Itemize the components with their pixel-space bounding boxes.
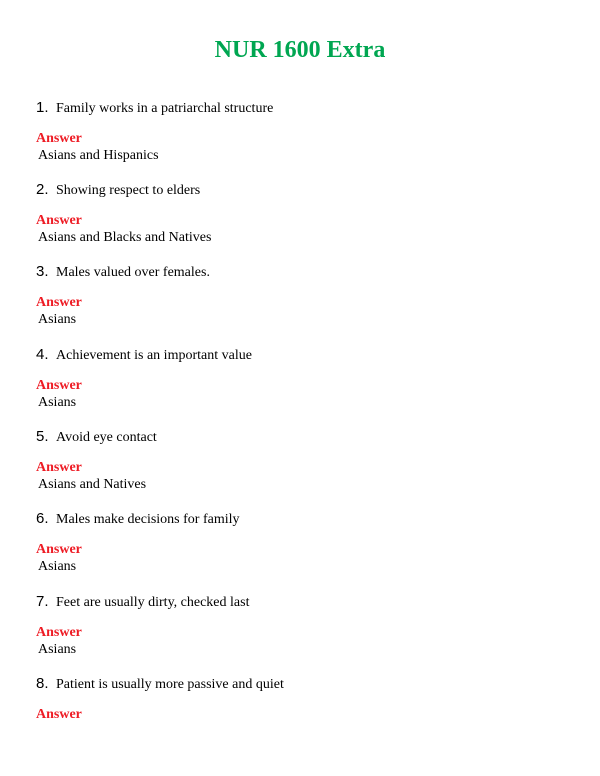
question-number: 3.: [36, 263, 49, 280]
question: [36, 346, 576, 368]
question-text: Males valued over females.: [56, 265, 210, 280]
qa-item-3: [36, 263, 576, 328]
answer-label: Answer: [36, 625, 82, 640]
answer-label: Answer: [36, 213, 82, 228]
question-text: Avoid eye contact: [56, 430, 157, 445]
qa-item-1: [36, 99, 576, 164]
answer-text: Asians: [38, 559, 77, 574]
document-title: NUR 1600 Extra: [214, 37, 386, 63]
qa-item-7: [36, 593, 576, 658]
question-number: 8.: [36, 675, 49, 692]
qa-item-2: [36, 181, 576, 246]
answer-text: Asians and Hispanics: [38, 148, 159, 163]
question: [36, 181, 576, 203]
question-number: 7.: [36, 593, 49, 610]
answer-text: Asians: [38, 395, 77, 410]
answer-label: Answer: [36, 378, 82, 393]
question-text: Males make decisions for family: [56, 512, 240, 527]
question-text: Family works in a patriarchal structure: [56, 101, 274, 116]
question: [36, 675, 576, 697]
question-number: 2.: [36, 181, 49, 198]
qa-item-4: [36, 346, 576, 411]
question: [36, 510, 576, 532]
answer-label: Answer: [36, 460, 82, 475]
qa-item-5: [36, 428, 576, 493]
question-text: Patient is usually more passive and quiet: [56, 677, 284, 692]
question-text: Feet are usually dirty, checked last: [56, 595, 250, 610]
answer-label: Answer: [36, 131, 82, 146]
answer-label: Answer: [36, 542, 82, 557]
question-number: 1.: [36, 99, 49, 116]
question-text: Showing respect to elders: [56, 183, 201, 198]
answer-text: Asians: [38, 312, 77, 327]
question: [36, 263, 576, 285]
answer-text: Asians and Natives: [38, 477, 147, 492]
question-text: Achievement is an important value: [56, 348, 252, 363]
answer-label: Answer: [36, 707, 82, 722]
qa-item-8: [36, 675, 576, 723]
question-number: 6.: [36, 510, 49, 527]
question-number: 4.: [36, 346, 49, 363]
answer-text: Asians and Blacks and Natives: [38, 230, 212, 245]
question: [36, 428, 576, 450]
qa-item-6: [36, 510, 576, 575]
question: [36, 99, 576, 121]
question-number: 5.: [36, 428, 49, 445]
answer-text: Asians: [38, 642, 77, 657]
answer-label: Answer: [36, 295, 82, 310]
question: [36, 593, 576, 615]
